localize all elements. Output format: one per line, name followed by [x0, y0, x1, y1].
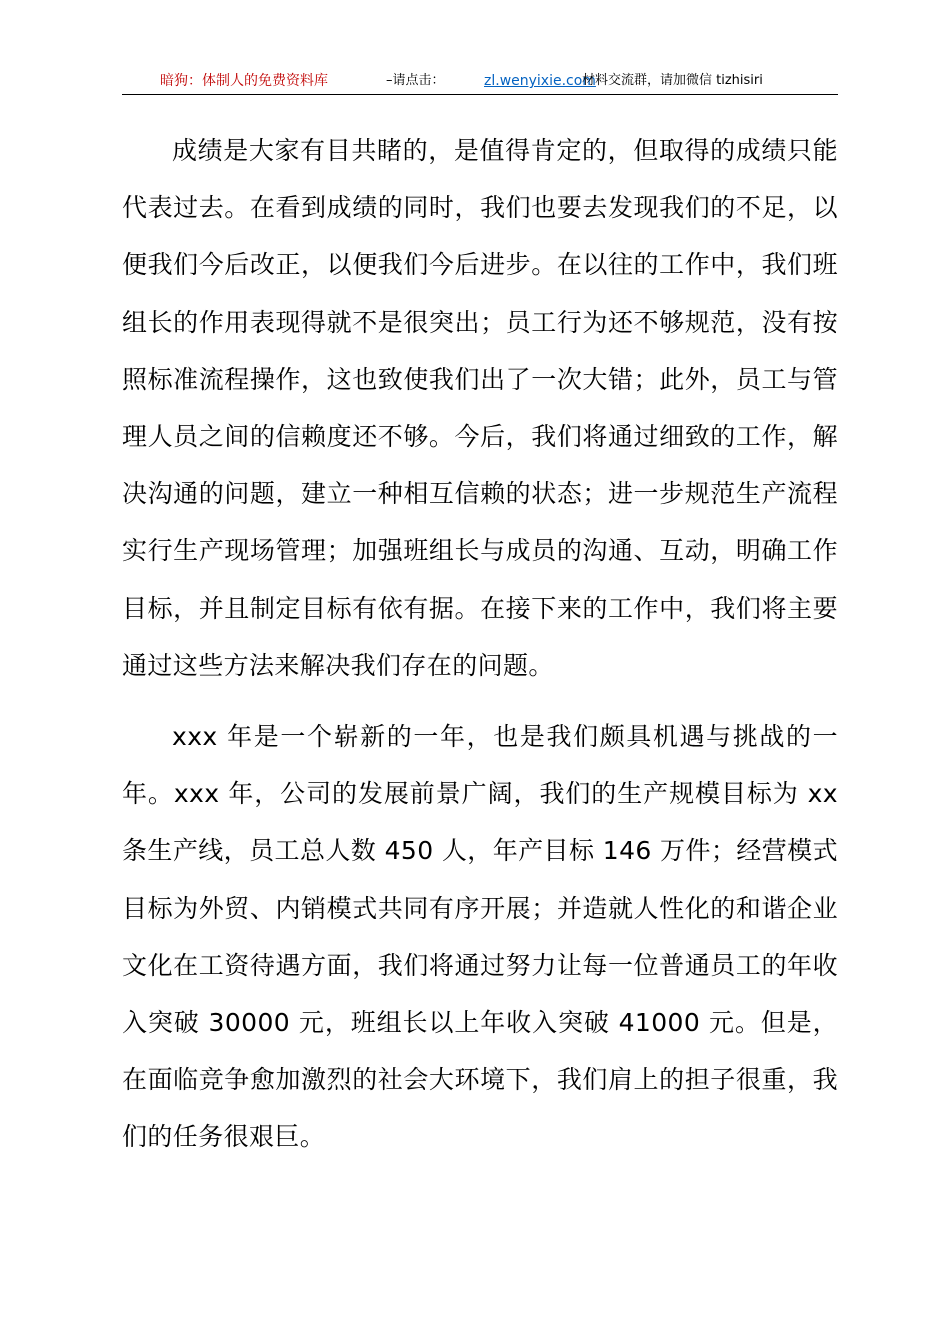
document-body [122, 122, 838, 1166]
header-brand: 暗狗：体制人的免费资料库 [160, 73, 328, 89]
header-link[interactable]: zl.wenyixie.com [484, 73, 596, 89]
paragraph-1: 成绩是大家有目共睹的，是值得肯定的，但取得的成绩只能代表过去。在看到成绩的同时，我们也要去发现我们的不足，以便我们今后改正，以便我们今后进步。在以往的工作中，我们班组长的作用表现得就不是很突出；员工行为还不够规范，没有按照标准流程操作，这也致使我们出了一次大错；此外，员工与管理人员之间的信赖度还不够。今后，我们将通过细致的工作，解决沟通的问题，建立一种相互信赖的状态；进一步规范生产流程实行生产现场管理；加强班组长与成员的沟通、互动，明确工作目标，并且制定目标有依有据。在接下来的工作中，我们将主要通过这些方法来解决我们存在的问题。 [122, 136, 838, 680]
page-header [122, 68, 838, 95]
paragraph-2: xxx 年是一个崭新的一年，也是我们颇具机遇与挑战的一年。xxx 年，公司的发展前景广阔，我们的生产规模目标为 xx 条生产线，员工总人数 450 人，年产目标 146 万件；经营模式目标为外贸、内销模式共同有序开展；并造就人性化的和谐企业文化在工资待遇方面，我们将通过努力让每一位普通员工的年收入突破 30000 元，班组长以上年收入突破 41000 元。但是，在面临竞争愈加激烈的社会大环境下，我们肩上的担子很重，我们的任务很艰巨。 [122, 722, 838, 1152]
header-group-info: 材料交流群，请加微信 tizhisiri [582, 73, 763, 88]
header-prompt: –请点击： [386, 73, 445, 88]
